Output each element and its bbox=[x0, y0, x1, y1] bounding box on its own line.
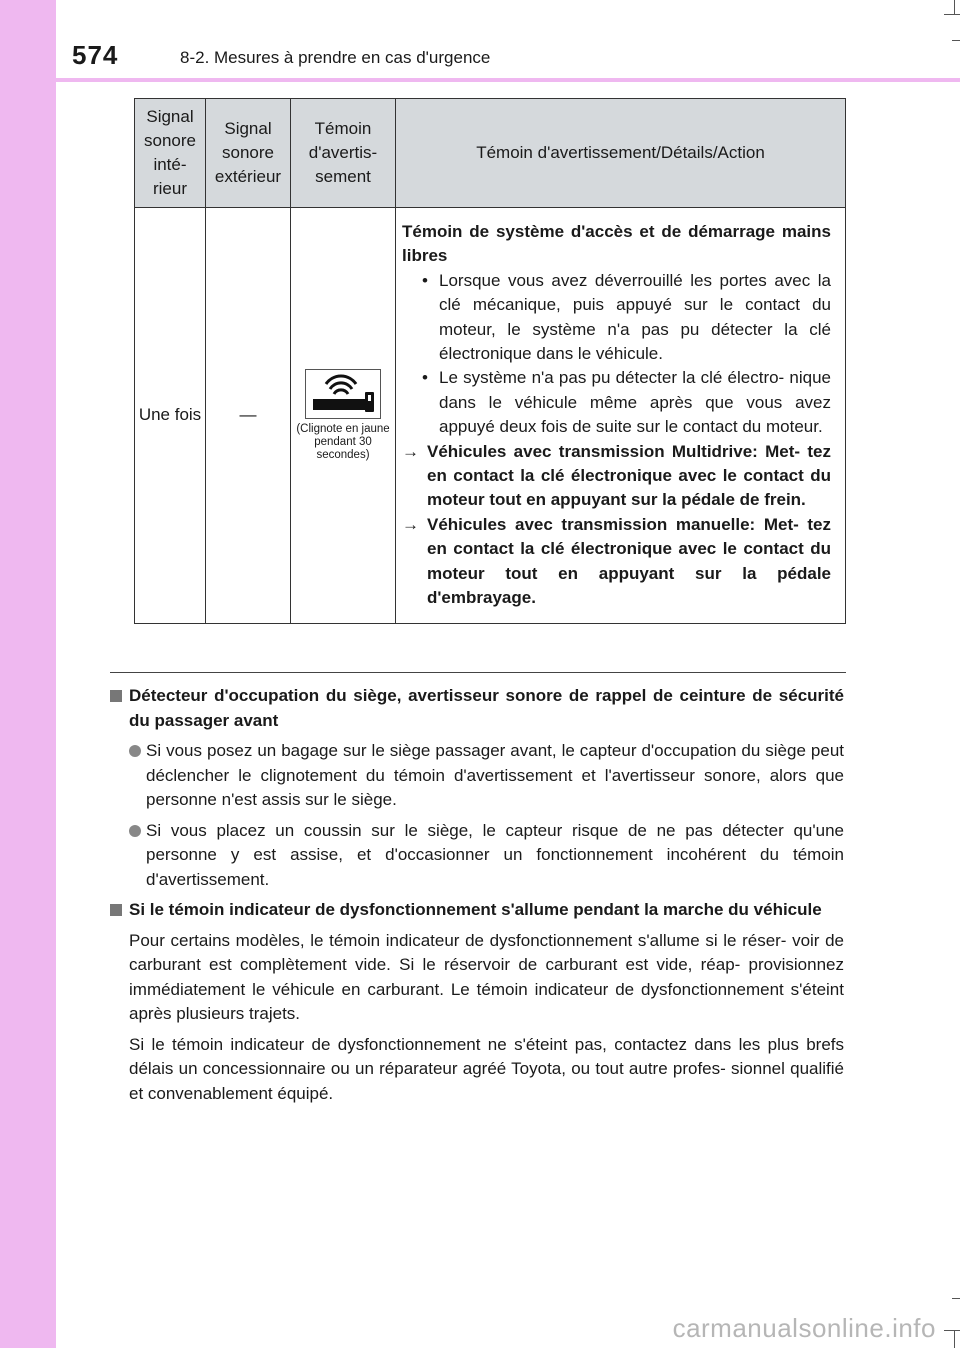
warning-light-table bbox=[134, 98, 846, 624]
list-item bbox=[402, 366, 831, 439]
watermark: carmanualsonline.info bbox=[672, 1313, 936, 1343]
section-heading bbox=[110, 684, 844, 733]
bullet-dot: • bbox=[422, 270, 428, 290]
header-rule bbox=[0, 78, 960, 82]
table-header-row bbox=[135, 99, 846, 208]
header-warning-light: Témoin d'avertis- sement bbox=[291, 99, 396, 208]
table-row bbox=[135, 208, 846, 624]
action-item bbox=[402, 440, 831, 513]
section-divider bbox=[110, 672, 846, 673]
list-item bbox=[402, 269, 831, 367]
icon-caption: (Clignote en jaune pendant 30 secondes) bbox=[296, 422, 390, 461]
crop-mark bbox=[944, 1330, 960, 1331]
square-bullet-icon bbox=[110, 904, 122, 916]
arrow-icon: → bbox=[402, 514, 419, 534]
action-item bbox=[402, 513, 831, 611]
exterior-buzzer-value: — bbox=[206, 208, 291, 624]
square-bullet-icon bbox=[110, 690, 122, 702]
header-interior-buzzer: Signal sonore inté- rieur bbox=[135, 99, 206, 208]
warning-light-cell bbox=[291, 208, 396, 624]
section-heading-text: Détecteur d'occupation du siège, avertisseur sonore de rappel de ceinture de sécurité du passager avant bbox=[129, 686, 844, 730]
details-cell bbox=[396, 208, 846, 624]
section-title: 8-2. Mesures à prendre en cas d'urgence bbox=[180, 48, 491, 67]
action-text: Véhicules avec transmission Multidrive: Met- tez en contact la clé électronique avec le contact du moteur tout en appuyant sur la pédale de frein. bbox=[427, 441, 831, 510]
paragraph: Pour certains modèles, le témoin indicateur de dysfonctionnement s'allume si le réser- voir de carburant est complètement vide. Si le réservoir de carburant est vide, réap- provisionnez immédiatement le véhicule en carburant. Le témoin indicateur de dysfonctionnement s'éteint après plusieurs trajets. bbox=[129, 930, 844, 1023]
header-details: Témoin d'avertissement/Détails/Action bbox=[396, 99, 846, 208]
crop-mark bbox=[954, 1330, 955, 1348]
bullet-dot: • bbox=[422, 368, 428, 388]
section-heading-text: Si le témoin indicateur de dysfonctionnement s'allume pendant la marche du véhicule bbox=[129, 900, 822, 919]
page-number: 574 bbox=[72, 40, 119, 70]
section-heading bbox=[110, 898, 844, 923]
crop-mark bbox=[944, 14, 960, 15]
page-side-tab bbox=[0, 0, 56, 1348]
list-item-text: Lorsque vous avez déverrouillé les portes avec la clé mécanique, puis appuyé sur le contact du moteur, le système n'a pas pu détecter la clé électronique dans le véhicule. bbox=[439, 270, 831, 364]
details-title: Témoin de système d'accès et de démarrage mains libres bbox=[402, 222, 831, 266]
circle-bullet-icon bbox=[129, 745, 141, 757]
circle-bullet-icon bbox=[129, 825, 141, 837]
crop-mark bbox=[952, 1298, 960, 1299]
crop-mark bbox=[954, 0, 955, 14]
list-item bbox=[110, 739, 844, 813]
body-content bbox=[110, 684, 844, 1112]
list-item-text: Si vous placez un coussin sur le siège, le capteur risque de ne pas détecter qu'une personne y est assise, et d'occasionner un fonctionnement incohérent du témoin d'avertissement. bbox=[146, 820, 844, 889]
action-text: Véhicules avec transmission manuelle: Met- tez en contact la clé électronique avec le contact du moteur tout en appuyant sur la pédale d'embrayage. bbox=[427, 514, 831, 608]
paragraph: Si le témoin indicateur de dysfonctionnement ne s'éteint pas, contactez dans les plus brefs délais un concessionnaire ou un réparateur agréé Toyota, ou tout autre profes- sionnel qualifié et convenablement équipé. bbox=[129, 1034, 844, 1103]
arrow-icon: → bbox=[402, 441, 419, 461]
list-item bbox=[110, 819, 844, 893]
interior-buzzer-value: Une fois bbox=[135, 208, 206, 624]
list-item-text: Le système n'a pas pu détecter la clé électro- nique dans le véhicule même après que vous avez appuyé deux fois de suite sur le contact du moteur. bbox=[439, 368, 831, 437]
header-exterior-buzzer: Signal sonore extérieur bbox=[206, 99, 291, 208]
crop-mark bbox=[952, 40, 960, 41]
smart-key-warning-icon bbox=[305, 369, 381, 419]
list-item-text: Si vous posez un bagage sur le siège passager avant, le capteur d'occupation du siège peut déclencher le clignotement du témoin d'avertissement et l'avertisseur sonore, alors que personne n'est assis sur le siège. bbox=[146, 741, 844, 809]
